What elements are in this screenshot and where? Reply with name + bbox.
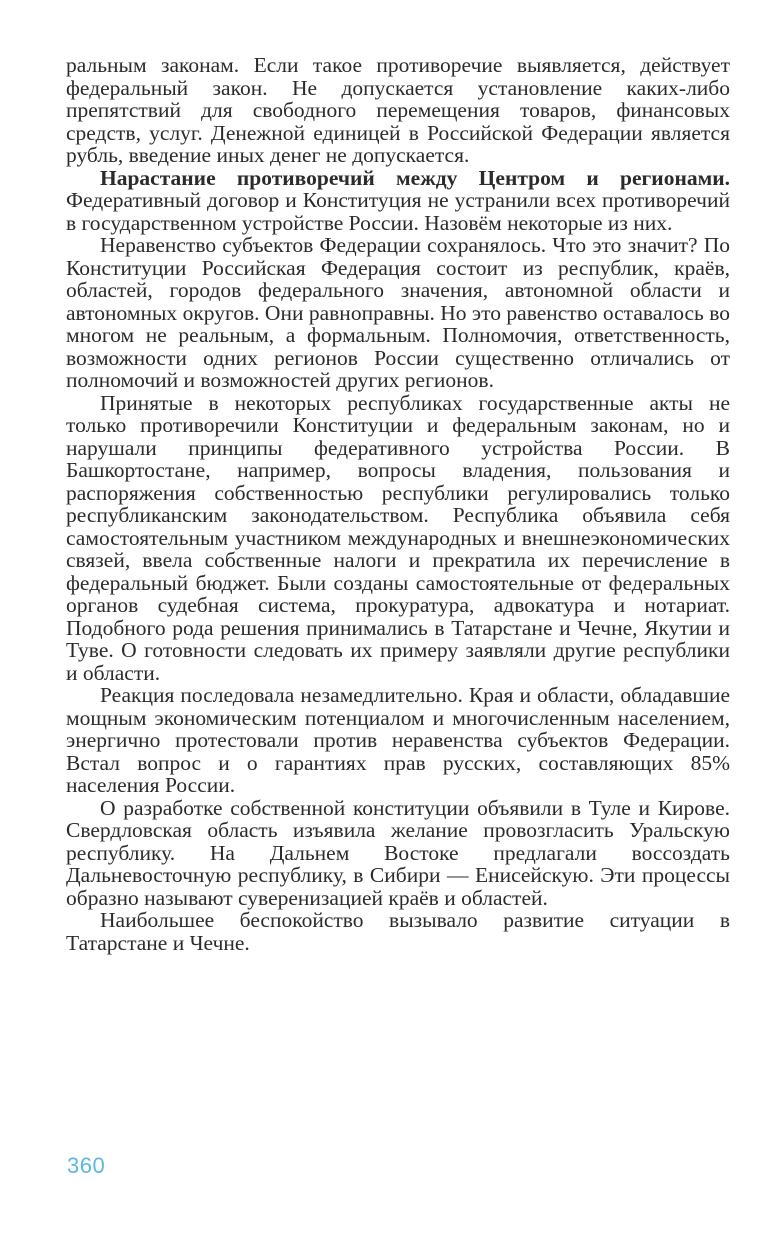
paragraph-continuation: ральным законам. Если такое противоречие выявляется, действует федеральный закон. Не допускается установление каких-либо препятствий для свободного перемещения товаров, финансовых средств, услуг. Денежной единицей в Российской Федерации является рубль, введение иных денег не допускается. [66,53,730,167]
section-heading: Нарастание противоречий между Центром и регионами. [100,165,730,190]
paragraph-concern: Наибольшее беспокойство вызывало развитие ситуации в Татарстане и Чечне. [66,908,730,955]
page-number: 360 [67,1153,106,1178]
page-body [66,54,730,954]
paragraph-section-intro [66,167,730,235]
paragraph-reaction: Реакция последовала незамедлительно. Края и области, обладавшие мощным экономическим потенциалом и многочисленным населением, энергично протестовали против неравенства субъектов Федерации. Встал вопрос и о гарантиях прав русских, составляющих 85% населения России. [66,683,730,797]
paragraph-republic-acts: Принятые в некоторых республиках государственные акты не только противоречили Конституции и федеральным законам, но и нарушали принципы федеративного устройства России. В Башкортостане, например, вопросы владения, пользования и распоряжения собственностью республики регулировались только республиканским законодательством. Республика объявила себя самостоятельным участником международных и внешнеэкономических связей, ввела собственные налоги и прекратила их перечисление в федеральный бюджет. Были созданы самостоятельные от федеральных органов судебная система, прокуратура, адвокатура и нотариат. Подобного рода решения принимались в Татарстане и Чечне, Якутии и Туве. О готовности следовать их примеру заявляли другие республики и области. [66,390,730,685]
paragraph-regional-constitutions: О разработке собственной конституции объявили в Туле и Кирове. Свердловская область изъявила желание провозгласить Уральскую республику. На Дальнем Востоке предлагали воссоздать Дальневосточную республику, в Сибири — Енисейскую. Эти процессы образно называют суверенизацией краёв и областей. [66,795,730,910]
section-intro-text: Федеративный договор и Конституция не устранили всех противоречий в государственном устройстве России. Назовём некоторые из них. [66,188,730,235]
paragraph-inequality: Неравенство субъектов Федерации сохранялось. Что это значит? По Конституции Российская Федерация состоит из республик, краёв, областей, городов федерального значения, автономной области и автономных округов. Они равноправны. Но это равенство оставалось во многом не реальным, а формальным. Полномочия, ответственность, возможности одних регионов России существенно отличались от полномочий и возможностей других регионов. [66,233,730,392]
